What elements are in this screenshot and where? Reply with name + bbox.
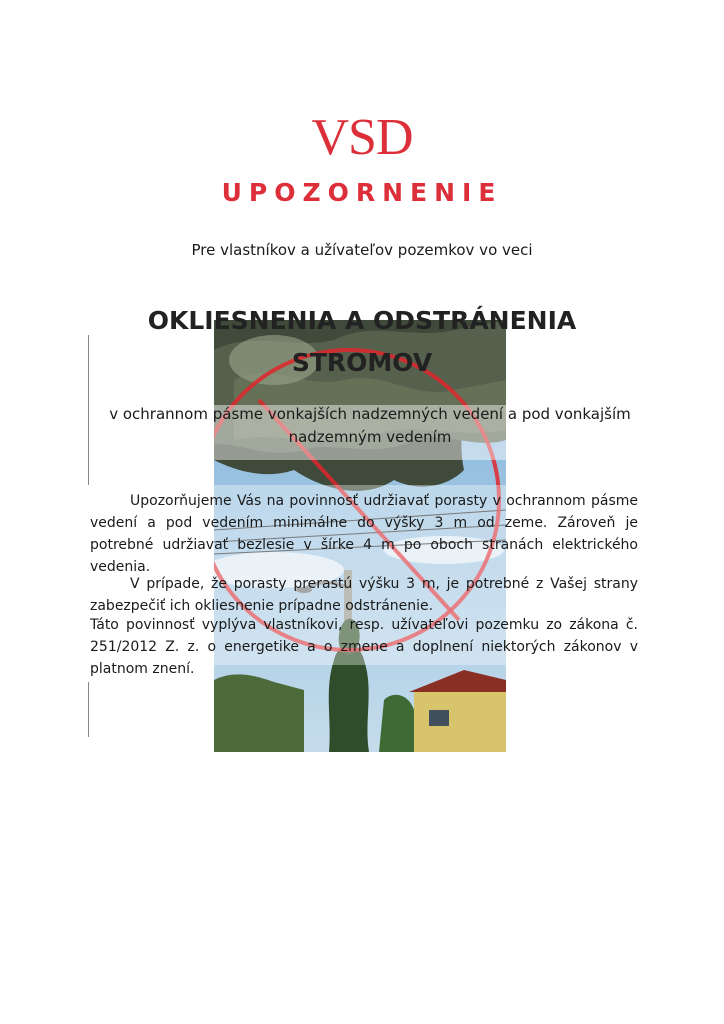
notice-title	[0, 300, 724, 384]
scan-edge-line	[88, 682, 89, 737]
vsd-logo: VSD	[311, 109, 413, 166]
paragraph-legal-basis: Táto povinnosť vyplýva vlastníkovi, resp. užívateľovi pozemku zo zákona č. 251/2012 Z. z. o energetike a o zmene a doplnení niektorých zákonov v platnom znení.	[90, 617, 638, 677]
paragraph-obligation: Upozorňujeme Vás na povinnosť udržiavať porasty v ochrannom pásme vedení a pod vedením minimálne do výšky 3 m od zeme. Zároveň je potrebné udržiavať bezlesie v šírke 4 m po oboch stranách elektrického vedenia.	[90, 493, 638, 575]
title-line-1: OKLIESNENIA A ODSTRÁNENIA	[147, 306, 577, 335]
protection-zone-text: v ochrannom pásme vonkajších nadzemných vedení a pod vonkajším nadzemným vedením	[109, 405, 631, 446]
notice-subtitle: Pre vlastníkov a užívateľov pozemkov vo veci	[191, 241, 533, 259]
title-line-2: STROMOV	[291, 348, 433, 377]
notice-heading: UPOZORNENIE	[221, 178, 503, 207]
paragraph-overgrowth: V prípade, že porasty prerastú výšku 3 m, je potrebné z Vašej strany zabezpečiť ich okliesnenie prípadne odstránenie.	[90, 576, 638, 614]
scan-edge-line	[88, 335, 89, 485]
